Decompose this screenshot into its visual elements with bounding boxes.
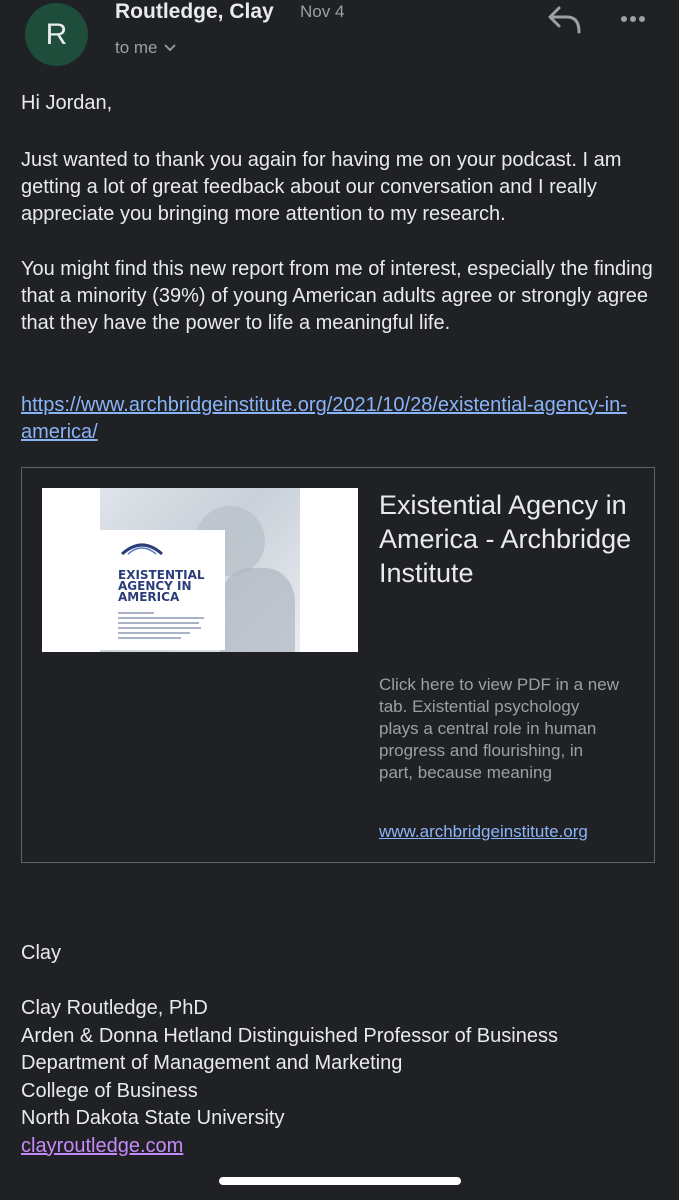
home-indicator[interactable] (219, 1177, 461, 1185)
preview-title[interactable]: Existential Agency in America - Archbridge Institute (379, 490, 632, 588)
greeting: Hi Jordan, (21, 92, 113, 114)
link-preview-card[interactable] (21, 467, 655, 863)
body-paragraph-2: You might find this new report from me of interest, especially the finding that a minority (39%) of young American adults agree or strongly agree that they have the power to life a meaningful life. (21, 258, 653, 334)
signature-college: College of Business (21, 1079, 198, 1102)
chevron-down-icon (164, 44, 176, 52)
sender-avatar[interactable]: R (25, 3, 88, 66)
email-header (0, 0, 679, 72)
preview-description: Click here to view PDF in a new tab. Existential psychology plays a central role in human progress and flourishing, in part, because meaning (379, 675, 619, 782)
recipient-details-toggle[interactable] (115, 38, 176, 58)
signature-name: Clay Routledge, PhD (21, 997, 208, 1019)
signature-title: Arden & Donna Hetland Distinguished Professor of Business (21, 1024, 558, 1047)
reply-icon[interactable] (545, 4, 583, 36)
signature-website-link[interactable]: clayroutledge.com (21, 1134, 184, 1157)
archbridge-logo-icon (118, 538, 166, 558)
recipient-label: to me (115, 38, 158, 57)
thumbnail-text-lines (118, 612, 208, 642)
thumbnail-cover (100, 530, 225, 650)
email-date: Nov 4 (300, 2, 345, 21)
more-vert-icon[interactable] (620, 6, 646, 32)
preview-thumbnail[interactable] (42, 488, 358, 652)
signature-university: North Dakota State University (21, 1107, 285, 1129)
signature-block (21, 940, 558, 1160)
thumbnail-title: EXISTENTIAL AGENCY IN AMERICA (118, 568, 205, 604)
sign-off: Clay (21, 942, 62, 964)
preview-domain-link[interactable]: www.archbridgeinstitute.org (379, 822, 588, 841)
body-paragraph-1: Just wanted to thank you again for having me on your podcast. I am getting a lot of great feedback about our conversation and I really appreciate you bringing more attention to my research. (21, 149, 622, 225)
sender-name[interactable]: Routledge, Clay (115, 0, 274, 23)
signature-department: Department of Management and Marketing (21, 1052, 403, 1074)
report-link[interactable]: https://www.archbridgeinstitute.org/2021/10/28/existential-agency-in-america/ (21, 394, 627, 443)
